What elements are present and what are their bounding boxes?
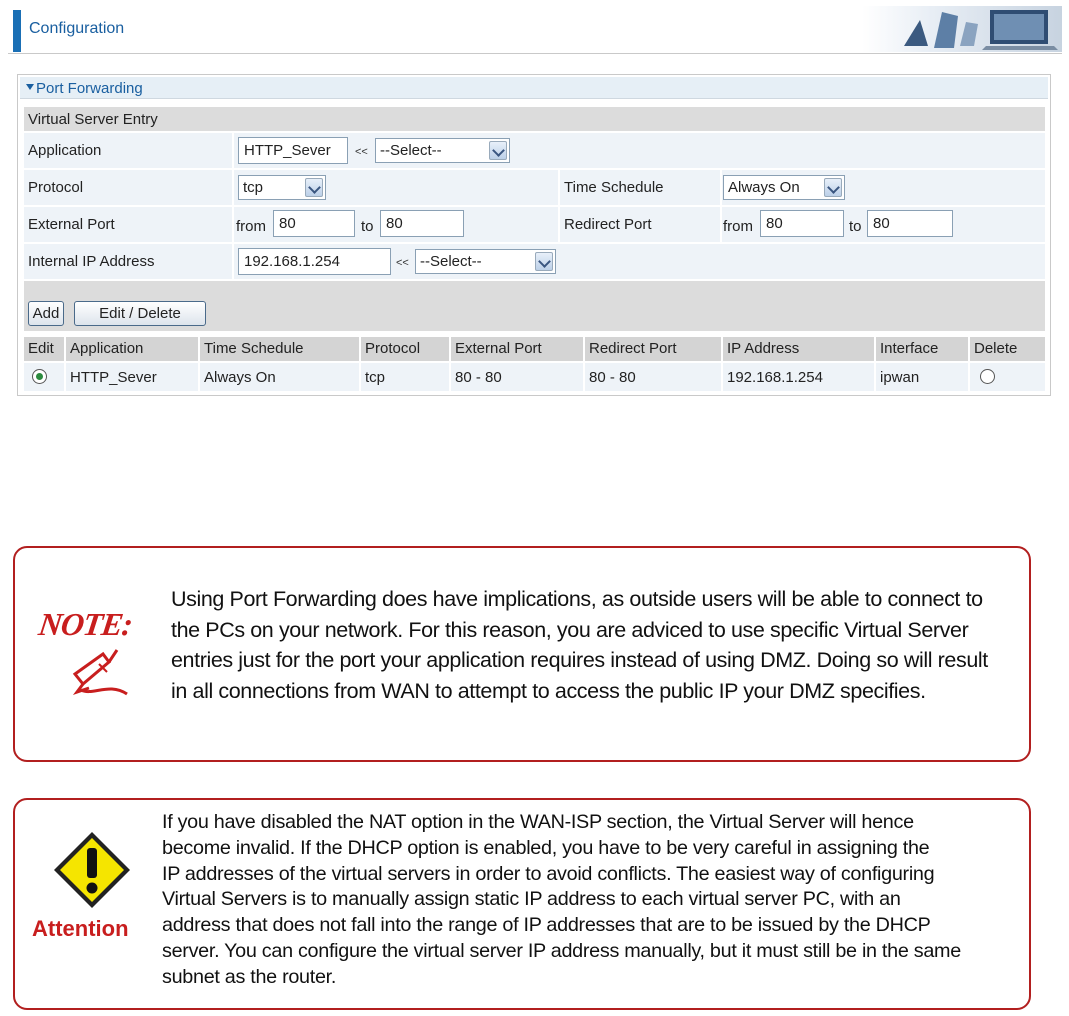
application-select[interactable]: --Select-- — [375, 138, 510, 163]
page-header — [8, 6, 1062, 54]
edit-delete-button[interactable]: Edit / Delete — [74, 301, 206, 326]
row-protocol: tcp — [361, 363, 449, 391]
redirect-port-to-input[interactable]: 80 — [867, 210, 953, 237]
col-delete: Delete — [970, 337, 1045, 361]
row-external-port: 80 - 80 — [451, 363, 583, 391]
delete-radio[interactable] — [980, 369, 995, 384]
header-banner-image — [862, 6, 1062, 52]
redirect-from-label: from — [723, 218, 753, 235]
row-time-schedule: Always On — [200, 363, 359, 391]
internal-ip-input[interactable]: 192.168.1.254 — [238, 248, 391, 275]
application-copy-arrow: << — [355, 146, 368, 158]
protocol-label: Protocol — [28, 179, 84, 196]
redirect-port-from-input[interactable]: 80 — [760, 210, 844, 237]
row-application: HTTP_Sever — [66, 363, 198, 391]
protocol-select[interactable]: tcp — [238, 175, 326, 200]
external-from-label: from — [236, 218, 266, 235]
collapse-arrow-icon[interactable] — [26, 84, 34, 90]
note-label: NOTE: — [36, 606, 135, 642]
col-redirect-port: Redirect Port — [585, 337, 721, 361]
port-forwarding-panel — [17, 74, 1051, 396]
chevron-down-icon — [535, 252, 553, 271]
application-input[interactable]: HTTP_Sever — [238, 137, 348, 164]
note-text: Using Port Forwarding does have implications, as outside users will be able to connect to the PCs on your network. For this reason, you are adviced to use specific Virtual Server entries just for the port your application requires instead of using DMZ. Doing so will result in all connections from WAN to attempt to access the public IP your DMZ specifies. — [171, 587, 988, 703]
panel-title: Port Forwarding — [36, 80, 143, 97]
col-application: Application — [66, 337, 198, 361]
pen-icon — [69, 644, 135, 700]
protocol-row — [24, 170, 1045, 205]
button-row — [24, 281, 1045, 331]
attention-label: Attention — [32, 916, 129, 941]
attention-callout — [13, 798, 1031, 1010]
row-ip-address: 192.168.1.254 — [723, 363, 874, 391]
col-edit: Edit — [24, 337, 64, 361]
application-row — [24, 133, 1045, 168]
attention-text: If you have disabled the NAT option in the WAN-ISP section, the Virtual Server will hence become invalid. If the DHCP option is enabled, you have to be very careful in assigning the IP addresses of the virtual servers in order to avoid conflicts. The easiest way of configuring Virtual Servers is to manually assign static IP address to each virtual server PC, with an address that does not fall into the range of IP addresses that are to be issued by the DHCP server. You can configure the virtual server IP address manually, but it must still be in the same subnet as the router. — [162, 811, 961, 988]
header-accent-bar — [13, 10, 21, 52]
external-port-to-input[interactable]: 80 — [380, 210, 464, 237]
redirect-to-label: to — [849, 218, 862, 235]
edit-radio[interactable] — [32, 369, 47, 384]
internal-ip-copy-arrow: << — [396, 257, 409, 269]
note-callout — [13, 546, 1031, 762]
ports-row — [24, 207, 1045, 242]
row-redirect-port: 80 - 80 — [585, 363, 721, 391]
chevron-down-icon — [489, 141, 507, 160]
section-header — [24, 107, 1045, 131]
internal-ip-label: Internal IP Address — [28, 253, 155, 270]
time-schedule-label: Time Schedule — [564, 179, 664, 196]
time-schedule-select[interactable]: Always On — [723, 175, 845, 200]
row-interface: ipwan — [876, 363, 968, 391]
col-time-schedule: Time Schedule — [200, 337, 359, 361]
panel-header[interactable] — [20, 77, 1048, 99]
external-port-label: External Port — [28, 216, 115, 233]
chevron-down-icon — [824, 178, 842, 197]
table-row — [24, 363, 1045, 391]
col-ip-address: IP Address — [723, 337, 874, 361]
col-interface: Interface — [876, 337, 968, 361]
section-title: Virtual Server Entry — [28, 111, 158, 128]
internal-ip-select[interactable]: --Select-- — [415, 249, 556, 274]
page-title: Configuration — [29, 20, 125, 37]
external-to-label: to — [361, 218, 374, 235]
warning-icon — [52, 830, 132, 910]
col-external-port: External Port — [451, 337, 583, 361]
external-port-from-input[interactable]: 80 — [273, 210, 355, 237]
chevron-down-icon — [305, 178, 323, 197]
application-label: Application — [28, 142, 102, 159]
col-protocol: Protocol — [361, 337, 449, 361]
add-button[interactable]: Add — [28, 301, 64, 326]
table-header — [24, 337, 1045, 361]
redirect-port-label: Redirect Port — [564, 216, 652, 233]
internal-ip-row — [24, 244, 1045, 279]
